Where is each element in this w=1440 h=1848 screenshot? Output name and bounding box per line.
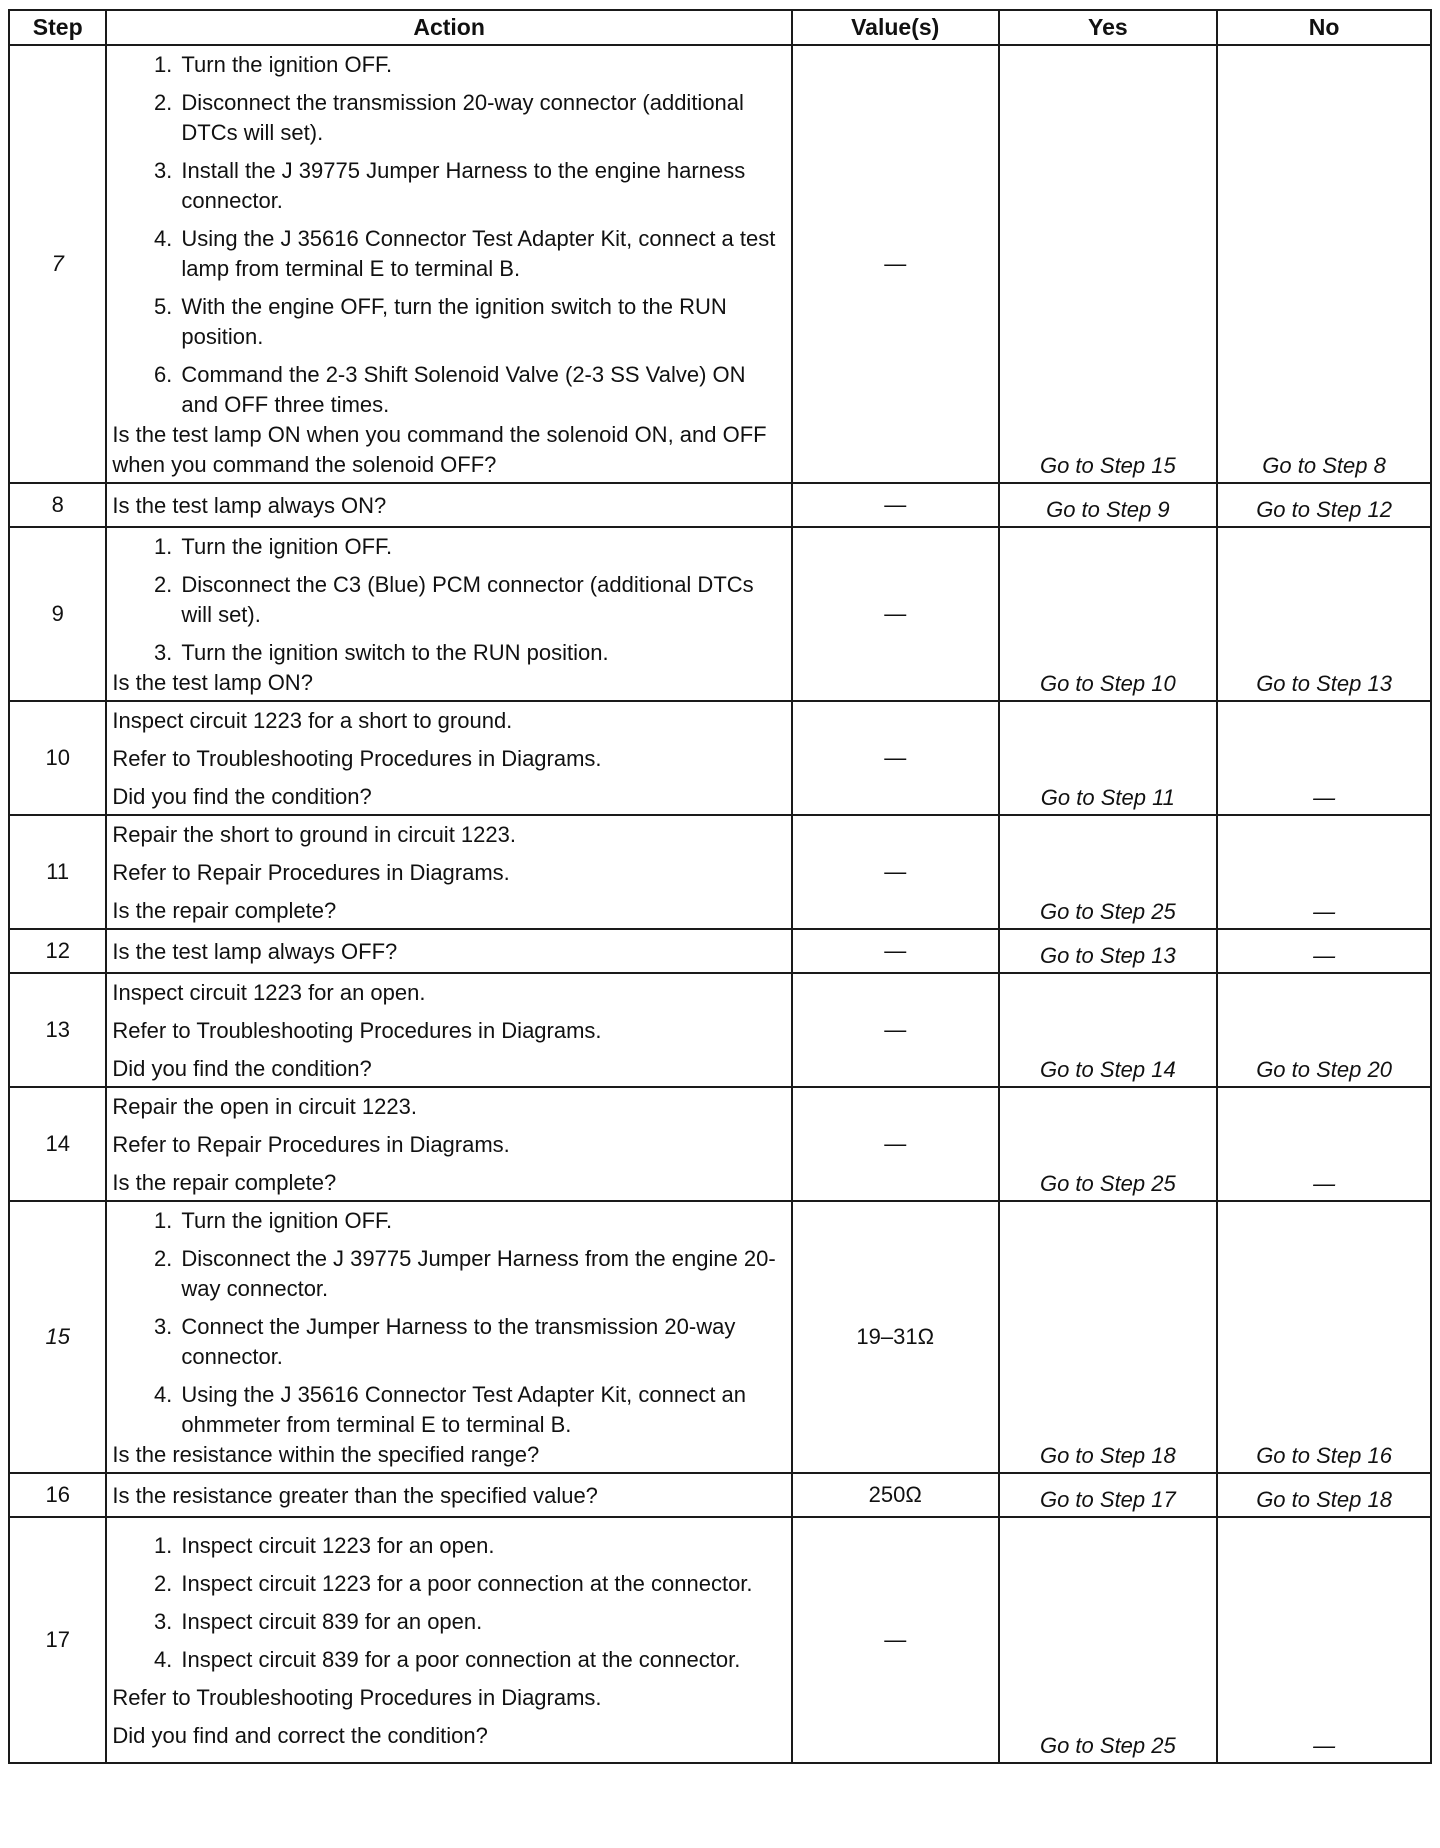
action-line: Refer to Troubleshooting Procedures in Diagrams. <box>112 1685 602 1710</box>
list-item: 3. Inspect circuit 839 for an open. <box>178 1607 784 1637</box>
no-cell: Go to Step 8 <box>1217 45 1431 483</box>
yes-cell: Go to Step 25 <box>999 1517 1218 1763</box>
step-number: 13 <box>9 973 106 1087</box>
action-line: Inspect circuit 1223 for an open. <box>112 980 426 1005</box>
action-cell <box>106 1201 791 1473</box>
action-question: Is the test lamp ON when you command the solenoid ON, and OFF when you command the solenoid OFF? <box>112 422 767 477</box>
yes-cell: Go to Step 9 <box>999 483 1218 527</box>
list-item: 1. Turn the ignition OFF. <box>178 50 784 80</box>
step-number: 11 <box>9 815 106 929</box>
no-cell: Go to Step 12 <box>1217 483 1431 527</box>
action-cell <box>106 815 791 929</box>
header-action: Action <box>106 10 791 45</box>
no-cell: — <box>1217 701 1431 815</box>
table-row <box>9 701 1431 815</box>
list-item: 2. Inspect circuit 1223 for a poor connection at the connector. <box>178 1569 784 1599</box>
action-question: Did you find the condition? <box>112 784 372 809</box>
no-cell: — <box>1217 815 1431 929</box>
list-item: 5. With the engine OFF, turn the ignition switch to the RUN position. <box>178 292 784 352</box>
diagnostic-table <box>8 9 1432 1764</box>
step-number: 17 <box>9 1517 106 1763</box>
value-cell: 19–31Ω <box>792 1201 999 1473</box>
value-cell: — <box>792 815 999 929</box>
list-item: 1. Turn the ignition OFF. <box>178 1206 784 1236</box>
table-row <box>9 483 1431 527</box>
action-line: Repair the short to ground in circuit 1223. <box>112 822 516 847</box>
action-line: Refer to Repair Procedures in Diagrams. <box>112 1132 510 1157</box>
action-question: Is the test lamp ON? <box>112 670 313 695</box>
list-item: 4. Using the J 35616 Connector Test Adapter Kit, connect an ohmmeter from terminal E to terminal B. <box>178 1380 784 1440</box>
action-line: Inspect circuit 1223 for a short to ground. <box>112 708 513 733</box>
header-step: Step <box>9 10 106 45</box>
action-question: Is the repair complete? <box>112 1170 337 1195</box>
list-item: 2. Disconnect the J 39775 Jumper Harness from the engine 20-way connector. <box>178 1244 784 1304</box>
action-steps-list <box>112 1206 784 1440</box>
value-cell: — <box>792 929 999 973</box>
action-cell <box>106 483 791 527</box>
action-question: Is the test lamp always OFF? <box>112 939 398 964</box>
yes-cell: Go to Step 25 <box>999 815 1218 929</box>
step-number: 7 <box>9 45 106 483</box>
action-line: Repair the open in circuit 1223. <box>112 1094 417 1119</box>
value-cell: — <box>792 973 999 1087</box>
header-yes: Yes <box>999 10 1218 45</box>
action-cell <box>106 929 791 973</box>
list-item: 1. Turn the ignition OFF. <box>178 532 784 562</box>
yes-cell: Go to Step 10 <box>999 527 1218 701</box>
step-number: 9 <box>9 527 106 701</box>
action-steps-list <box>112 532 784 668</box>
list-item: 4. Inspect circuit 839 for a poor connection at the connector. <box>178 1645 784 1675</box>
no-cell: Go to Step 20 <box>1217 973 1431 1087</box>
yes-cell: Go to Step 18 <box>999 1201 1218 1473</box>
action-steps-list <box>112 1531 784 1675</box>
action-line: Refer to Troubleshooting Procedures in Diagrams. <box>112 1018 602 1043</box>
action-cell <box>106 973 791 1087</box>
yes-cell: Go to Step 14 <box>999 973 1218 1087</box>
action-cell <box>106 1473 791 1517</box>
list-item: 2. Disconnect the C3 (Blue) PCM connector (additional DTCs will set). <box>178 570 784 630</box>
list-item: 4. Using the J 35616 Connector Test Adapter Kit, connect a test lamp from terminal E to terminal B. <box>178 224 784 284</box>
action-cell <box>106 701 791 815</box>
value-cell: — <box>792 527 999 701</box>
list-item: 3. Connect the Jumper Harness to the transmission 20-way connector. <box>178 1312 784 1372</box>
table-row <box>9 1517 1431 1763</box>
action-question: Did you find and correct the condition? <box>112 1723 488 1748</box>
action-question: Is the resistance within the specified range? <box>112 1442 540 1467</box>
value-cell: — <box>792 1517 999 1763</box>
action-steps-list <box>112 50 784 420</box>
yes-cell: Go to Step 11 <box>999 701 1218 815</box>
yes-cell: Go to Step 15 <box>999 45 1218 483</box>
step-number: 15 <box>9 1201 106 1473</box>
step-number: 12 <box>9 929 106 973</box>
table-row <box>9 45 1431 483</box>
table-row <box>9 929 1431 973</box>
action-cell <box>106 1087 791 1201</box>
yes-cell: Go to Step 25 <box>999 1087 1218 1201</box>
table-row <box>9 1201 1431 1473</box>
value-cell: — <box>792 483 999 527</box>
list-item: 3. Turn the ignition switch to the RUN position. <box>178 638 784 668</box>
list-item: 6. Command the 2-3 Shift Solenoid Valve (2-3 SS Valve) ON and OFF three times. <box>178 360 784 420</box>
action-line: Refer to Troubleshooting Procedures in Diagrams. <box>112 746 602 771</box>
list-item: 1. Inspect circuit 1223 for an open. <box>178 1531 784 1561</box>
no-cell: — <box>1217 1087 1431 1201</box>
action-cell <box>106 527 791 701</box>
action-line: Refer to Repair Procedures in Diagrams. <box>112 860 510 885</box>
list-item: 2. Disconnect the transmission 20-way connector (additional DTCs will set). <box>178 88 784 148</box>
step-number: 8 <box>9 483 106 527</box>
value-cell: 250Ω <box>792 1473 999 1517</box>
action-cell <box>106 1517 791 1763</box>
table-row <box>9 973 1431 1087</box>
yes-cell: Go to Step 13 <box>999 929 1218 973</box>
no-cell: Go to Step 13 <box>1217 527 1431 701</box>
action-question: Is the resistance greater than the specified value? <box>112 1483 598 1508</box>
no-cell: — <box>1217 929 1431 973</box>
action-question: Is the repair complete? <box>112 898 337 923</box>
table-row <box>9 527 1431 701</box>
header-values: Value(s) <box>792 10 999 45</box>
no-cell: Go to Step 18 <box>1217 1473 1431 1517</box>
step-number: 10 <box>9 701 106 815</box>
header-no: No <box>1217 10 1431 45</box>
no-cell: — <box>1217 1517 1431 1763</box>
step-number: 16 <box>9 1473 106 1517</box>
value-cell: — <box>792 1087 999 1201</box>
action-question: Is the test lamp always ON? <box>112 493 387 518</box>
table-row <box>9 1473 1431 1517</box>
table-header-row <box>9 10 1431 45</box>
action-question: Did you find the condition? <box>112 1056 372 1081</box>
value-cell: — <box>792 701 999 815</box>
action-cell <box>106 45 791 483</box>
no-cell: Go to Step 16 <box>1217 1201 1431 1473</box>
diagnostic-table-page <box>8 9 1432 1764</box>
list-item: 3. Install the J 39775 Jumper Harness to the engine harness connector. <box>178 156 784 216</box>
yes-cell: Go to Step 17 <box>999 1473 1218 1517</box>
table-row <box>9 1087 1431 1201</box>
step-number: 14 <box>9 1087 106 1201</box>
table-row <box>9 815 1431 929</box>
value-cell: — <box>792 45 999 483</box>
